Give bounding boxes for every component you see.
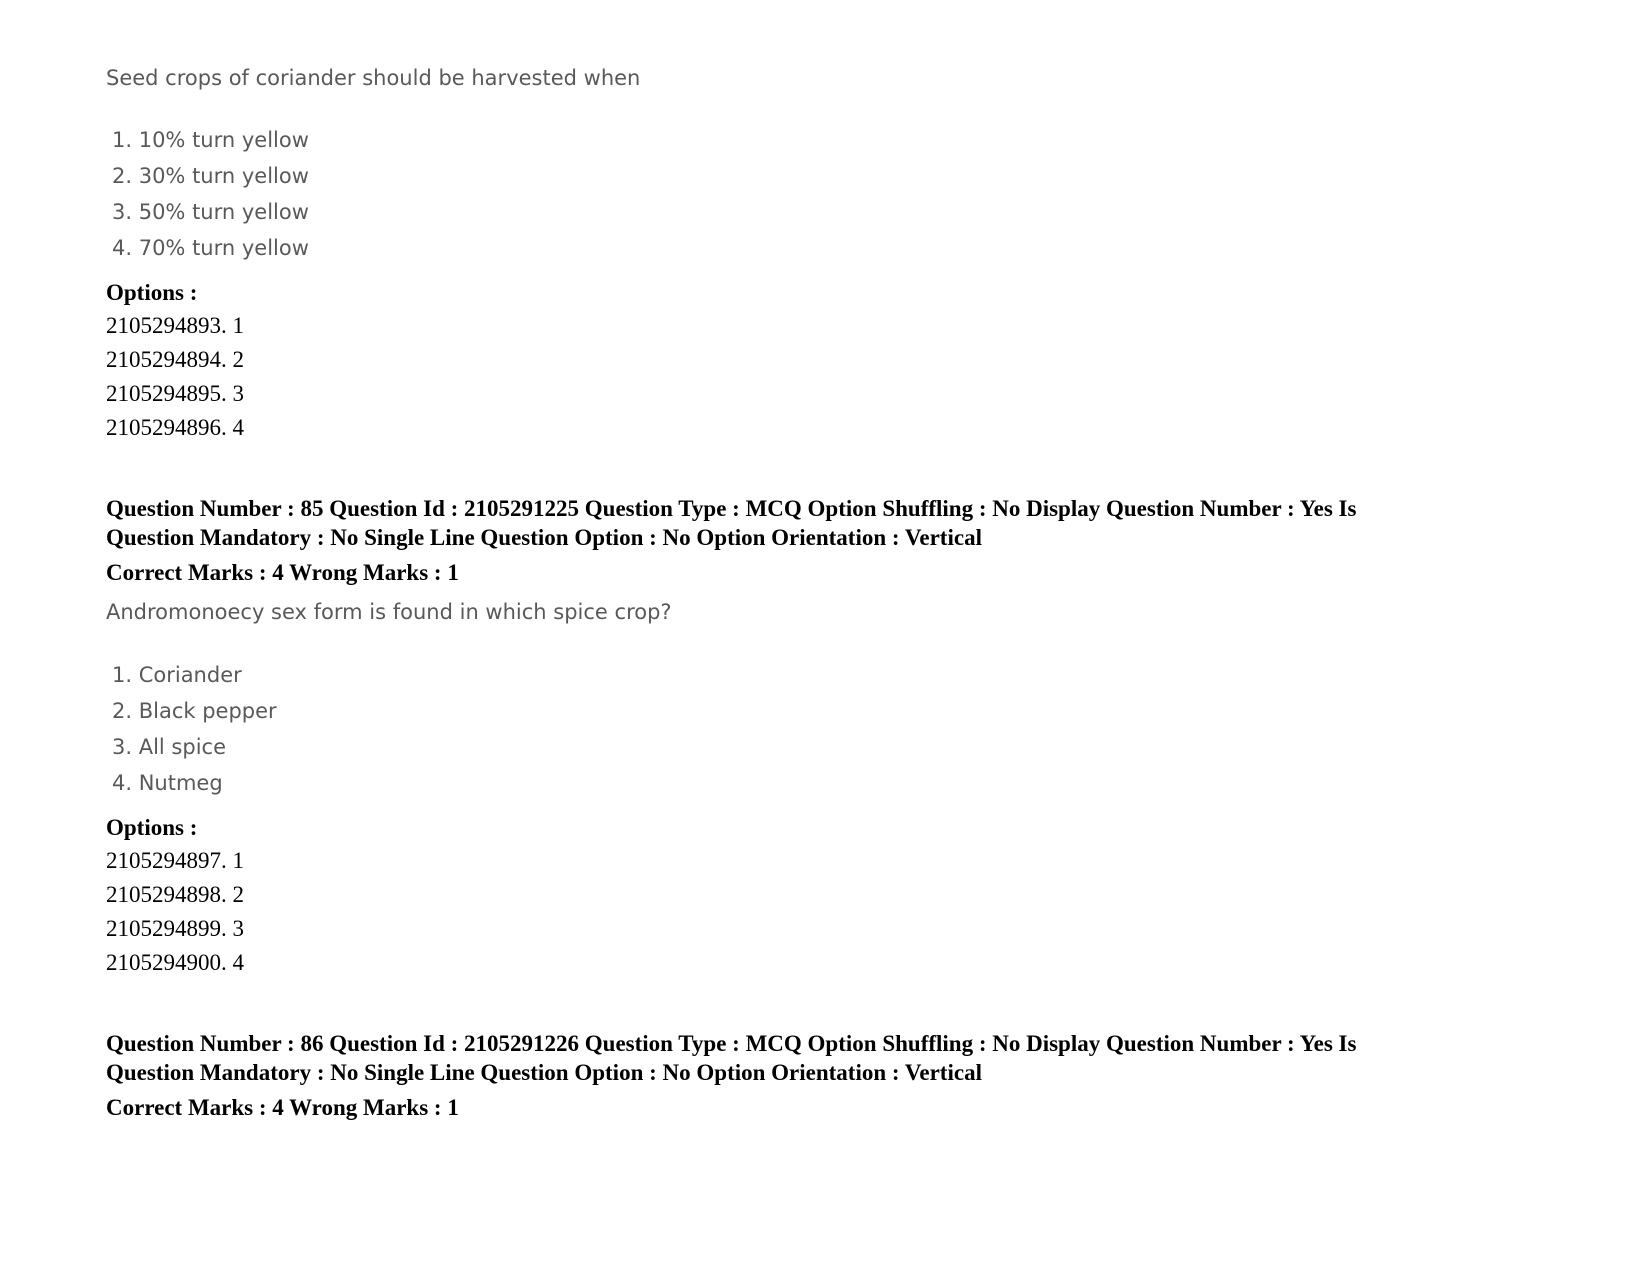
question-text: Andromonoecy sex form is found in which spice crop? (106, 600, 672, 624)
question-meta (106, 494, 1546, 552)
question-meta-line: Question Number : 86 Question Id : 2105291226 Question Type : MCQ Option Shuffling : No Display Question Number : Yes Is (106, 1031, 1357, 1056)
choice-item: 2. 30% turn yellow (112, 164, 309, 188)
marks-line: Correct Marks : 4 Wrong Marks : 1 (106, 1095, 459, 1120)
question-text: Seed crops of coriander should be harvested when (106, 66, 641, 90)
option-row: 2105294893. 1 (106, 313, 244, 338)
option-row: 2105294895. 3 (106, 381, 244, 406)
choice-item: 2. Black pepper (112, 699, 277, 723)
question-meta-line: Question Mandatory : No Single Line Question Option : No Option Orientation : Vertical (106, 1060, 982, 1085)
choice-item: 3. 50% turn yellow (112, 200, 309, 224)
choice-item: 3. All spice (112, 735, 226, 759)
options-heading: Options : (106, 280, 198, 305)
option-row: 2105294899. 3 (106, 916, 244, 941)
option-row: 2105294897. 1 (106, 848, 244, 873)
choice-item: 1. Coriander (112, 663, 242, 687)
question-meta-line: Question Number : 85 Question Id : 2105291225 Question Type : MCQ Option Shuffling : No Display Question Number : Yes Is (106, 496, 1357, 521)
question-meta (106, 1029, 1546, 1087)
options-heading: Options : (106, 815, 198, 840)
option-row: 2105294896. 4 (106, 415, 244, 440)
question-meta-line: Question Mandatory : No Single Line Question Option : No Option Orientation : Vertical (106, 525, 982, 550)
option-row: 2105294894. 2 (106, 347, 244, 372)
option-row: 2105294900. 4 (106, 950, 244, 975)
marks-line: Correct Marks : 4 Wrong Marks : 1 (106, 560, 459, 585)
choice-item: 4. Nutmeg (112, 771, 223, 795)
option-row: 2105294898. 2 (106, 882, 244, 907)
choice-item: 1. 10% turn yellow (112, 128, 309, 152)
choice-item: 4. 70% turn yellow (112, 236, 309, 260)
